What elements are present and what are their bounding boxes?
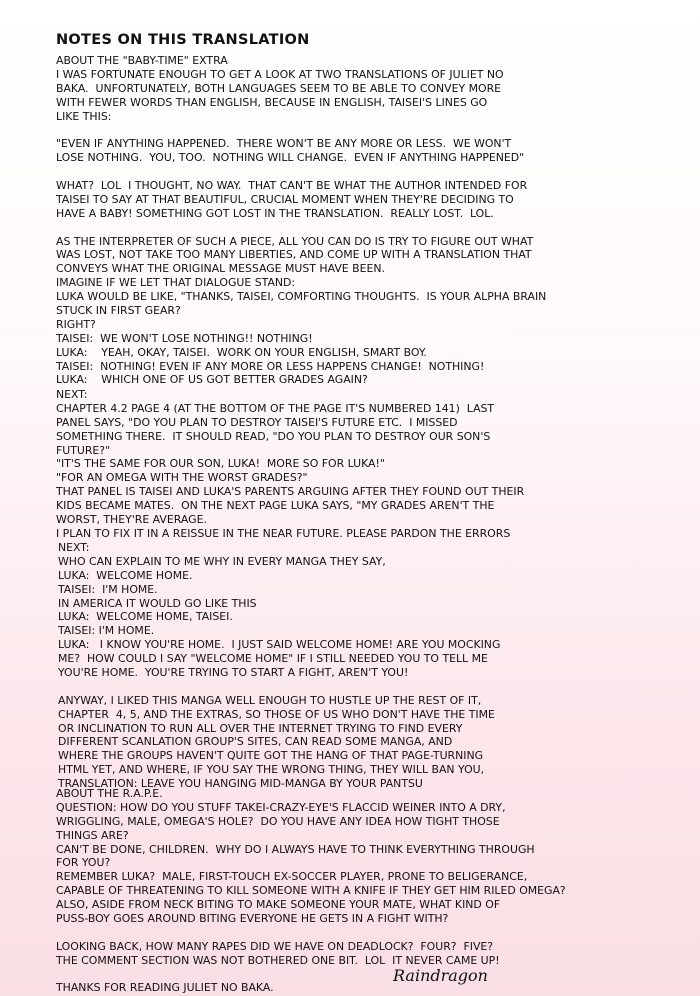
text-line: PANEL SAYS, "DO YOU PLAN TO DESTROY TAISEI'S FUTURE ETC. I MISSED: [56, 415, 458, 429]
blank-line: [56, 968, 566, 982]
text-line: BAKA. UNFORTUNATELY, BOTH LANGUAGES SEEM TO BE ABLE TO CONVEY MORE: [56, 81, 502, 95]
text-line: TAISEI: I'M HOME.: [58, 582, 158, 596]
text-line: CAN'T BE DONE, CHILDREN. WHY DO I ALWAYS HAVE TO THINK EVERYTHING THROUGH: [56, 842, 535, 856]
text-line: KIDS BECAME MATES. ON THE NEXT PAGE LUKA SAYS, "MY GRADES AREN'T THE: [56, 499, 495, 513]
text-line: TAISEI: NOTHING! EVEN IF ANY MORE OR LESS HAPPENS CHANGE! NOTHING!: [56, 359, 485, 373]
signature: Raindragon: [393, 966, 488, 985]
text-line: STUCK IN FIRST GEAR?: [56, 304, 181, 318]
text-line: DIFFERENT SCANLATION GROUP'S SITES, CAN READ SOME MANGA, AND: [58, 735, 453, 749]
text-line: THINGS ARE?: [56, 828, 129, 842]
text-line: TAISEI: WE WON'T LOSE NOTHING!! NOTHING!: [56, 331, 313, 345]
text-line: ABOUT THE "BABY-TIME" EXTRA: [56, 54, 228, 67]
text-line: "FOR AN OMEGA WITH THE WORST GRADES?": [56, 471, 308, 485]
text-line: CHAPTER 4, 5, AND THE EXTRAS, SO THOSE OF US WHO DON'T HAVE THE TIME: [58, 707, 495, 721]
text-line: PUSS-BOY GOES AROUND BITING EVERYONE HE GETS IN A FIGHT WITH?: [56, 912, 449, 926]
text-line: LUKA: WHICH ONE OF US GOT BETTER GRADES AGAIN?: [56, 373, 368, 387]
text-line: WITH FEWER WORDS THAN ENGLISH, BECAUSE IN ENGLISH, TAISEI'S LINES GO: [56, 95, 488, 109]
text-line: CAPABLE OF THREATENING TO KILL SOMEONE WITH A KNIFE IF THEY GET HIM RILED OMEGA?: [56, 884, 566, 898]
text-line: TAISEI TO SAY AT THAT BEAUTIFUL, CRUCIAL MOMENT WHEN THEY'RE DECIDING TO: [56, 192, 514, 206]
text-line: FUTURE?": [56, 443, 111, 457]
blank-line: [56, 926, 566, 940]
section-welcome-home: [58, 541, 500, 791]
text-line: HTML YET, AND WHERE, IF YOU SAY THE WRONG THING, THEY WILL BAN YOU,: [58, 763, 485, 777]
page-title: NOTES ON THIS TRANSLATION: [56, 32, 310, 48]
text-line: QUESTION: HOW DO YOU STUFF TAKEI-CRAZY-EYE'S FLACCID WEINER INTO A DRY,: [56, 800, 506, 814]
text-line: NEXT:: [56, 388, 88, 401]
text-line: THE COMMENT SECTION WAS NOT BOTHERED ONE BIT. LOL IT NEVER CAME UP!: [56, 953, 500, 967]
text-line: WHERE THE GROUPS HAVEN'T QUITE GOT THE HANG OF THAT PAGE-TURNING: [58, 749, 484, 763]
text-line: WORST, THEY'RE AVERAGE.: [56, 513, 207, 527]
text-line: NEXT:: [58, 541, 90, 554]
text-line: "IT'S THE SAME FOR OUR SON, LUKA! MORE SO FOR LUKA!": [56, 457, 385, 471]
text-line: TAISEI: I'M HOME.: [58, 624, 155, 638]
text-line: FOR YOU?: [56, 856, 111, 870]
section-baby-time-extra: [56, 54, 546, 387]
blank-line: [58, 680, 500, 694]
text-line: TRANSLATION: LEAVE YOU HANGING MID-MANGA BY YOUR PANTSU: [58, 777, 423, 791]
text-line: HAVE A BABY! SOMETHING GOT LOST IN THE TRANSLATION. REALLY LOST. LOL.: [56, 206, 494, 220]
text-line: ANYWAY, I LIKED THIS MANGA WELL ENOUGH TO HUSTLE UP THE REST OF IT,: [58, 693, 482, 707]
text-line: I WAS FORTUNATE ENOUGH TO GET A LOOK AT TWO TRANSLATIONS OF JULIET NO: [56, 67, 504, 81]
text-line: "EVEN IF ANYTHING HAPPENED. THERE WON'T BE ANY MORE OR LESS. WE WON'T: [56, 137, 512, 151]
text-line: LOSE NOTHING. YOU, TOO. NOTHING WILL CHANGE. EVEN IF ANYTHING HAPPENED": [56, 151, 525, 165]
text-line: RIGHT?: [56, 317, 96, 331]
text-line: ALSO, ASIDE FROM NECK BITING TO MAKE SOMEONE YOUR MATE, WHAT KIND OF: [56, 898, 501, 912]
text-line: ME? HOW COULD I SAY "WELCOME HOME" IF I STILL NEEDED YOU TO TELL ME: [58, 652, 488, 666]
text-line: YOU'RE HOME. YOU'RE TRYING TO START A FIGHT, AREN'T YOU!: [58, 666, 409, 680]
blank-line: [56, 221, 546, 235]
text-line: LUKA: I KNOW YOU'RE HOME. I JUST SAID WELCOME HOME! ARE YOU MOCKING: [58, 638, 501, 652]
text-line: WRIGGLING, MALE, OMEGA'S HOLE? DO YOU HAVE ANY IDEA HOW TIGHT THOSE: [56, 814, 500, 828]
text-line: WHO CAN EXPLAIN TO ME WHY IN EVERY MANGA THEY SAY,: [58, 554, 386, 568]
text-line: CHAPTER 4.2 PAGE 4 (AT THE BOTTOM OF THE PAGE IT'S NUMBERED 141) LAST: [56, 401, 495, 415]
text-line: IN AMERICA IT WOULD GO LIKE THIS: [58, 596, 257, 610]
text-line: THAT PANEL IS TAISEI AND LUKA'S PARENTS ARGUING AFTER THEY FOUND OUT THEIR: [56, 485, 525, 499]
text-line: ABOUT THE R.A.P.E.: [56, 787, 163, 800]
text-line: WAS LOST, NOT TAKE TOO MANY LIBERTIES, AND COME UP WITH A TRANSLATION THAT: [56, 248, 532, 262]
text-line: OR INCLINATION TO RUN ALL OVER THE INTERNET TRYING TO FIND EVERY: [58, 721, 463, 735]
text-line: LUKA WOULD BE LIKE, "THANKS, TAISEI, COMFORTING THOUGHTS. IS YOUR ALPHA BRAIN: [56, 290, 547, 304]
text-line: LOOKING BACK, HOW MANY RAPES DID WE HAVE ON DEADLOCK? FOUR? FIVE?: [56, 939, 494, 953]
text-line: REMEMBER LUKA? MALE, FIRST-TOUCH EX-SOCCER PLAYER, PRONE TO BELIGERANCE,: [56, 870, 528, 884]
text-line: CONVEYS WHAT THE ORIGINAL MESSAGE MUST HAVE BEEN.: [56, 262, 385, 276]
section-about-rape: [56, 787, 566, 995]
blank-line: [56, 123, 546, 137]
text-line: LUKA: WELCOME HOME.: [58, 568, 193, 582]
text-line: I PLAN TO FIX IT IN A REISSUE IN THE NEAR FUTURE. PLEASE PARDON THE ERRORS: [56, 526, 511, 540]
text-line: LUKA: WELCOME HOME, TAISEI.: [58, 610, 233, 624]
section-chapter-4-2-correction: [56, 388, 524, 541]
text-line: LUKA: YEAH, OKAY, TAISEI. WORK ON YOUR ENGLISH, SMART BOY.: [56, 345, 427, 359]
blank-line: [56, 165, 546, 179]
text-line: SOMETHING THERE. IT SHOULD READ, "DO YOU PLAN TO DESTROY OUR SON'S: [56, 429, 491, 443]
text-line: THANKS FOR READING JULIET NO BAKA.: [56, 981, 274, 995]
text-line: IMAGINE IF WE LET THAT DIALOGUE STAND:: [56, 276, 296, 290]
text-line: WHAT? LOL I THOUGHT, NO WAY. THAT CAN'T BE WHAT THE AUTHOR INTENDED FOR: [56, 179, 528, 193]
text-line: AS THE INTERPRETER OF SUCH A PIECE, ALL YOU CAN DO IS TRY TO FIGURE OUT WHAT: [56, 234, 534, 248]
text-line: LIKE THIS:: [56, 109, 112, 123]
